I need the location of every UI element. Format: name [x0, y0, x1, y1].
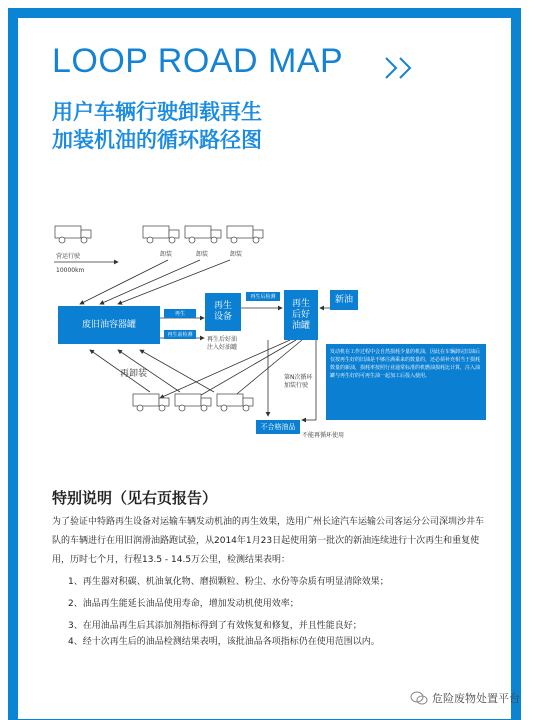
- footer-watermark: [410, 690, 520, 706]
- driving-label: 营运行驶: [56, 253, 81, 260]
- reload-label: 再卸装: [120, 369, 148, 379]
- fill-note-line1: 第N次循环: [284, 374, 313, 381]
- rejected-oil-box: 不合格油品: [256, 420, 300, 434]
- watermark-text: 危险废物处置平台: [432, 692, 520, 705]
- title-en: LOOP ROAD MAP: [52, 42, 344, 80]
- notes-item-3: 3、在用油品再生后其添加剂指标得到了有效恢复和修复，并且性能良好；: [68, 621, 362, 631]
- unload-label: 卸装: [230, 251, 243, 258]
- truck-icon: [54, 222, 94, 244]
- good-oil-tank-box: 再生 后好 油罐: [284, 290, 318, 340]
- regen-note-line1: 再生后好油: [207, 336, 238, 343]
- regen-tag: 再生: [164, 309, 196, 318]
- title-cn-line1: 用户车辆行驶卸载再生: [52, 100, 262, 124]
- notes-item-1: 1、再生器对积碳、机油氧化物、磨损颗粒、粉尘、水份等杂质有明显清除效果；: [68, 577, 389, 587]
- truck-icon: [174, 390, 214, 412]
- new-oil-box: 新油: [330, 290, 358, 310]
- truck-icon: [142, 222, 182, 244]
- distance-label: 10000km: [56, 267, 85, 274]
- unload-label: 卸装: [196, 251, 209, 258]
- truck-icon: [184, 222, 224, 244]
- truck-icon: [216, 390, 256, 412]
- unload-label: 卸装: [160, 251, 173, 258]
- regen-device-box: 再生 设备: [205, 293, 241, 331]
- wechat-icon: [410, 691, 428, 705]
- truck-icon: [132, 390, 172, 412]
- notes-item-2: 2、油品再生能延长油品使用寿命，增加发动机使用效率；: [68, 599, 299, 609]
- explanation-box: 发动机在工作过程中会自然损耗少量的机油，因此在车辆卸完旧油后仅按再生好的旧油是不够注满乘来的数量的，还必须补充相当于损耗数量的新油，损耗率按照行业通常标准的机燃油损耗比计算，注入油罐与再生好的可再生油一起加工后投入使用。: [326, 344, 486, 420]
- fill-note-line2: 加装行驶: [284, 382, 309, 389]
- notes-intro: 为了验证中特路再生设备对运输车辆发动机油的再生效果，选用广州长途汽车运输公司客运分公司深圳沙井车队的车辆进行在用旧润滑油路跑试验，从2014年1月23日起使用第一批次的新油连续进行十次再生和重复使用，历时七个月，行程13.5 - 14.5万公里，检测结果表明：: [52, 517, 485, 565]
- post-regen-check-tag: 再生后检测: [246, 292, 280, 301]
- regen-note-line2: 注入好油罐: [207, 344, 238, 351]
- pre-regen-check-tag: 再生前检测: [164, 330, 196, 339]
- no-reuse-label: 不能再循环使用: [302, 432, 345, 439]
- title-cn-line2: 加装机油的循环路径图: [52, 128, 262, 152]
- notes-title: 特别说明（见右页报告）: [52, 489, 218, 507]
- notes-item-4: 4、经十次再生后的油品检测结果表明，该批油品各项指标仍在使用范围以内。: [68, 637, 380, 647]
- truck-icon: [226, 222, 266, 244]
- waste-oil-tank-box: 废旧油容器罐: [58, 306, 160, 344]
